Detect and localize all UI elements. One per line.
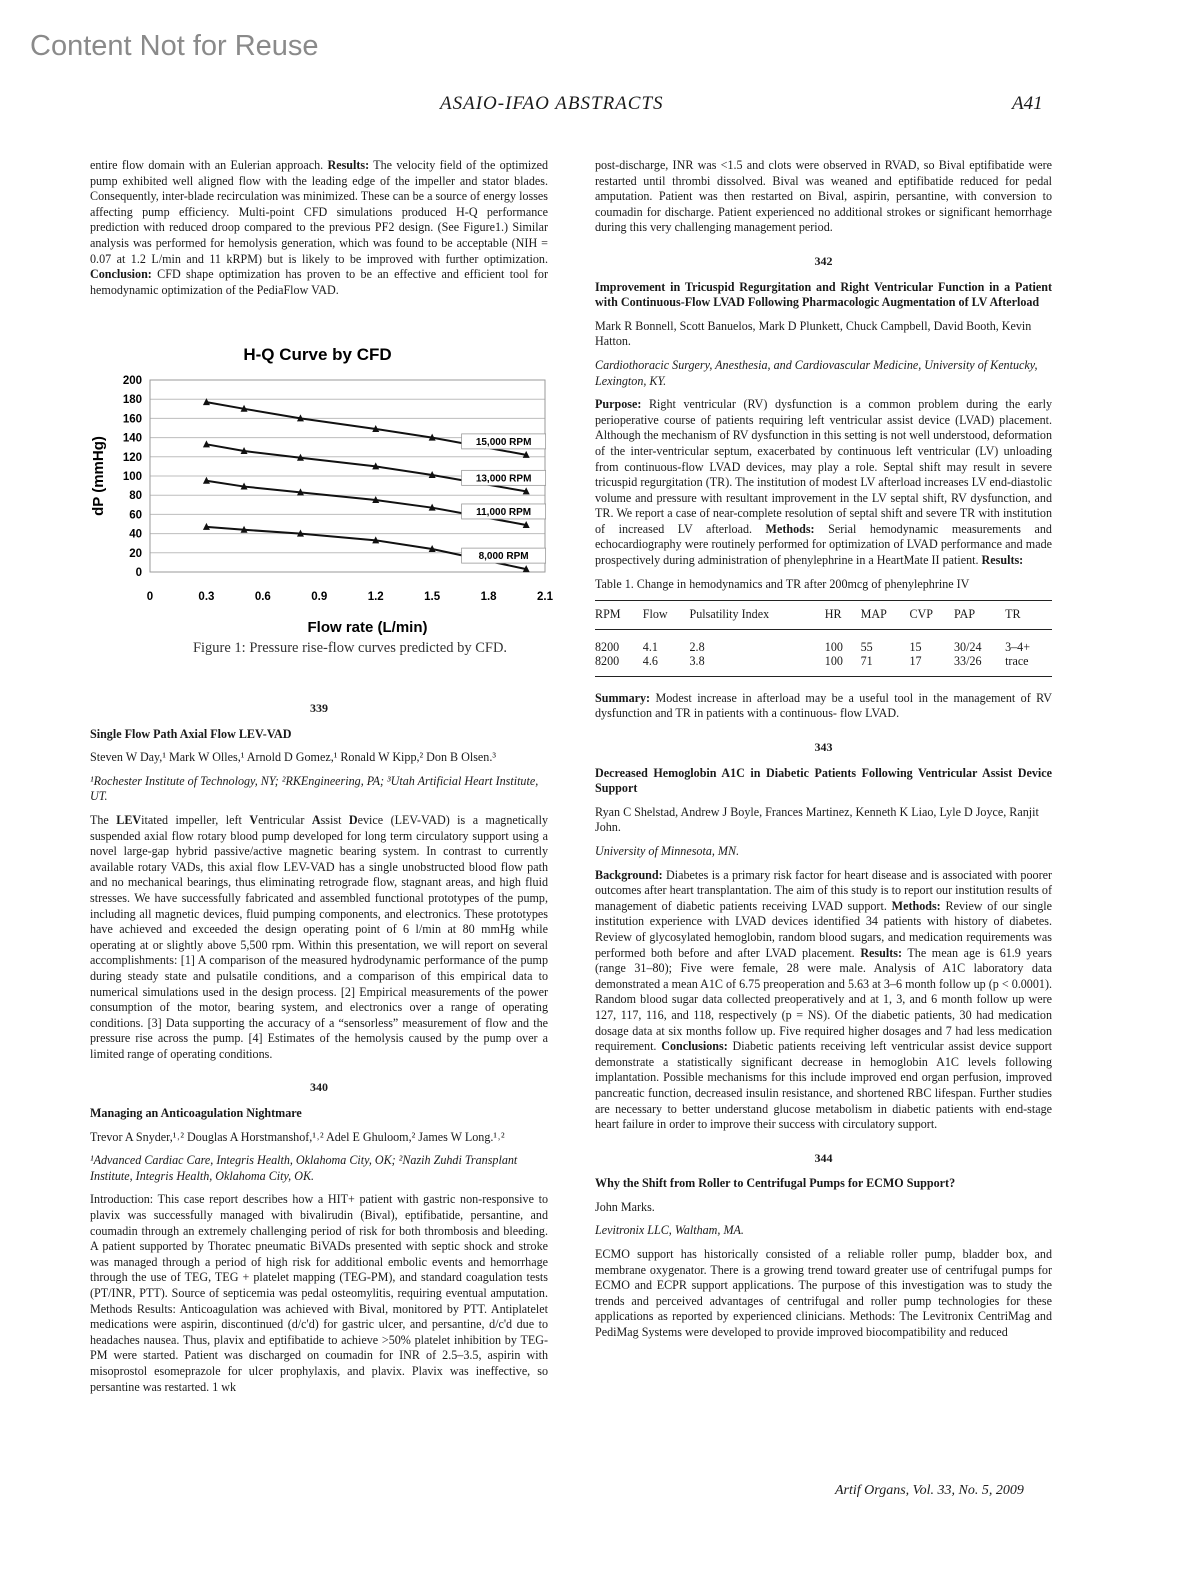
x-tick-label: 0.3	[198, 591, 215, 603]
abstract-authors: John Marks.	[595, 1199, 655, 1214]
abstract-number: 340	[310, 1080, 328, 1095]
running-head: ASAIO-IFAO ABSTRACTS	[440, 93, 664, 114]
abstract-title: Single Flow Path Axial Flow LEV-VAD	[90, 726, 292, 741]
abstract-continuation: post-discharge, INR was <1.5 and clots were observed in RVAD, so Bival eptifibatide were restarted until thrombi dissolved. Bival was weaned and eptifibatide reduced for pedal amputation. Patient was then restarted on Bival, aspirin, persantine, with conversion to coumadin for discharge. Patient experienced no additional strokes or significant hemorrhage during this very challenging management period.	[595, 158, 1052, 235]
chart-title: H-Q Curve by CFD	[243, 345, 392, 364]
table-header: TR	[1005, 601, 1052, 630]
table-header: HR	[825, 601, 861, 630]
abstract-number: 339	[310, 701, 328, 715]
abstract-number: 342	[814, 253, 833, 268]
y-tick-label: 60	[129, 509, 142, 522]
abstract-affiliation: ¹Rochester Institute of Technology, NY; ²RKEngineering, PA; ³Utah Artificial Heart Institute, UT.	[90, 773, 539, 804]
abstract-body: Introduction: This case report describes how a HIT+ patient with gastric non-responsive to plavix was successfully managed with bivalirudin (Bival), eptifibatide, persantine, and coumadin through an extremely challenging period of risk for both thrombosis and bleeding. A patient supported by Thoratec pneumatic BiVADs presented with septic shock and stroke was managed through a period of high risk for additional embolic events and hemorrhage through the use of TEG, TEG + platelet mapping (TEG-PM), and standard coagulation tests (PT/INR, PTT). Source of septicemia was pedal osteomylitis, requiring eventual amputation. Methods Results: Anticoagulation was achieved with Bival, monitored by PTT. Antiplatelet medications were aspirin, discontinued (d/c'd) for gastric ulcer, and persantine, d/c'd due to headaches nausea. Thus, plavix and eptifibatide to achieve >50% platelet inhibition by TEG-PM were started. Patient was discharged on coumadin for INR of 2.5–3.5, aspirin with misoprostol esomeprazole for ulcer prophylaxis, and plavix. Plavix was ineffective, so persantine was restarted. 1 wk	[90, 1192, 548, 1394]
abstract-affiliation: University of Minnesota, MN.	[595, 844, 740, 858]
table-cell: 100	[825, 654, 861, 677]
x-tick-label: 0.6	[254, 591, 271, 603]
table-header: Flow	[643, 601, 690, 630]
table-header-row	[595, 601, 1052, 630]
table-header: CVP	[909, 601, 954, 630]
table-caption: Table 1. Change in hemodynamics and TR after 200mcg of phenylephrine IV	[595, 576, 970, 591]
table-cell: 30/24	[954, 639, 982, 654]
table-cell: 4.1	[642, 639, 658, 654]
y-tick-label: 80	[129, 490, 142, 503]
table-cell: 17	[909, 654, 954, 677]
left-column-bottom	[90, 683, 548, 1403]
table-cell: 100	[824, 639, 843, 654]
table-header: MAP	[861, 601, 910, 630]
hemodynamics-table	[595, 600, 1052, 677]
table-cell: 33/26	[954, 654, 1005, 677]
right-column	[595, 158, 1052, 1349]
abstract-title: Improvement in Tricuspid Regurgitation and Right Ventricular Function in a Patient with Continuous-Flow LVAD Following Pharmacologic Augmentation of LV Afterload	[595, 279, 1052, 310]
series-label: 15,000 RPM	[475, 436, 532, 448]
abstract-title: Decreased Hemoglobin A1C in Diabetic Patients Following Ventricular Assist Device Support	[595, 765, 1052, 796]
table-cell: 8200	[595, 654, 643, 677]
x-tick-label: 1.8	[480, 591, 497, 603]
hq-curve-chart	[85, 340, 555, 665]
x-tick-label: 0.9	[311, 591, 328, 603]
y-tick-label: 0	[135, 567, 142, 579]
abstract-affiliation: Levitronix LLC, Waltham, MA.	[595, 1223, 744, 1238]
abstract-body: ECMO support has historically consisted of a reliable roller pump, bladder box, and membrane oxygenator. There is a growing trend toward greater use of centrifugal pumps for ECMO and ECPR support applications. The purpose of this investigation was to study the trends and perceived advantages of centrifugal and roller pump technologies for these applications as reported by experienced clinicians. Methods: The Levitronix CentriMag and PediMag Systems were developed to provide improved biocompatibility and reduced	[595, 1247, 1052, 1340]
abstract-body: Purpose: Right ventricular (RV) dysfunction is a common problem during the early perioperative course of patients requiring left ventricular assist device (LVAD) placement. Although the mechanism of RV dysfunction in this setting is not well understood, deformation of the inter-ventricular septum, exacerbated by continuous left ventricular (LV) unloading from continuous-flow LVAD devices, may play a role. Septal shift may result in severe tricuspid regurgitation (TR). The institution of modest LV afterload increases LV end-diastolic volume and pressure with resultant improvement in the LV septal shift, RV dysfunction, and TR. We report a case of near-complete resolution of septal shift and severe TR with institution of increased LV afterload. Methods: Serial hemodynamic measurements and echocardiography were routinely performed for optimization of LVAD performance and made prospectively during administration of phenylephrine in a HeartMate II patient. Results:	[595, 397, 1052, 568]
table-row	[595, 654, 1052, 677]
x-tick-label: 2.1	[537, 591, 553, 603]
table-cell: 15	[909, 639, 922, 654]
table-cell: 71	[861, 654, 910, 677]
y-tick-label: 200	[122, 375, 142, 387]
left-column-top	[90, 158, 548, 306]
table-header: RPM	[595, 601, 643, 630]
abstract-body: Background: Diabetes is a primary risk factor for heart disease and is associated with poorer outcomes after heart transplantation. The aim of this study is to report our institution results of management of diabetic patients receiving LVAD support. Methods: Review of our single institution experience with LVAD devices identified 34 patients with history of diabetes. Review of glycosylated hemoglobin, random blood sugars, and medication requirements was performed both before and after LVAD placement. Results: The mean age is 61.9 years (range 31–80); Five were female, 28 were male. Analysis of A1C laboratory data demonstrated a mean A1C of 6.75 preoperation and 5.63 at 3–6 month follow up (p < 0.0001). Random blood sugar data collected preoperatively and at 1, 3, and 6 month follow up were 127, 117, 116, and 118, respectively (p = NS). Of the diabetic patients, 30 had medication dosage data at six months follow up. Five required higher dosages and 7 had less medication requirement. Conclusions: Diabetic patients receiving left ventricular assist device support demonstrate a statistically significant decrease in hemoglobin A1C levels following implantation. Possible mechanisms for this include improved end organ perfusion, improved pancreatic function, decreased insulin resistance, and shortened RBC lifespan. Further studies are necessary to better understand glucose metabolism in diabetic patients with end-stage heart failure in order to improve their success with circulatory support.	[595, 867, 1052, 1132]
table-row	[595, 629, 1052, 654]
figure-caption: Figure 1: Pressure rise-flow curves predicted by CFD.	[192, 640, 508, 656]
abstract-authors: Mark R Bonnell, Scott Banuelos, Mark D Plunkett, Chuck Campbell, David Booth, Kevin Hatton.	[595, 318, 1032, 349]
y-tick-label: 100	[122, 471, 142, 483]
journal-footer: Artif Organs, Vol. 33, No. 5, 2009	[835, 1483, 1024, 1498]
table-header: Pulsatility Index	[690, 601, 825, 630]
y-tick-label: 20	[129, 547, 142, 560]
table-cell: 4.6	[643, 654, 690, 677]
x-tick-label: 1.5	[424, 591, 441, 603]
watermark: Content Not for Reuse	[30, 30, 319, 62]
chart-svg	[85, 340, 555, 640]
abstract-number: 344	[814, 1150, 833, 1165]
table-cell: 2.8	[689, 639, 705, 654]
x-tick-label: 0	[146, 591, 154, 603]
y-axis-label: dP (mmHg)	[90, 436, 107, 516]
abstract-authors: Steven W Day,¹ Mark W Olles,¹ Arnold D Gomez,¹ Ronald W Kipp,² Don B Olsen.³	[90, 750, 496, 765]
series-label: 8,000 RPM	[478, 551, 529, 563]
abstract-authors: Ryan C Shelstad, Andrew J Boyle, Frances Martinez, Kenneth K Liao, Lyle D Joyce, Ranjit John.	[595, 804, 1039, 835]
intro-paragraph: entire flow domain with an Eulerian approach. Results: The velocity field of the optimized pump exhibited well aligned flow with the leading edge of the impeller and stator blades. Consequently, inter-blade recirculation was minimized. These can be a source of energy losses affecting pump efficiency. Multi-point CFD simulations produced H-Q performance prediction with reduced droop compared to the previous PF2 design. (See Figure1.) Similar analysis was performed for hemolysis generation, which was found to be acceptable (NIH = 0.07 at 1.2 L/min and 11 kRPM) but is likely to be improved with further optimization. Conclusion: CFD shape optimization has proven to be an effective and efficient tool for hemodynamic optimization of the PediaFlow VAD.	[90, 158, 549, 297]
abstract-body: The LEVitated impeller, left Ventricular Assist Device (LEV-VAD) is a magnetically suspended axial flow rotary blood pump developed for long term circulatory support using a novel large-gap hybrid passive/active magnetic bearing system. In contrast to currently available rotary VADs, this axial flow LEV-VAD has a single unobstructed blood flow path and no mechanical bearings, thus eliminating retrograde flow, stagnant areas, and high fluid stresses. We have successfully fabricated and assembled functional prototypes of the pump, including all magnetic devices, fluid pumping components, and electronics. These prototypes have achieved and exceeded the design operating point of 6 l/min at 80 mmHg while operating at or slightly above 5,500 rpm. Within this presentation, we will report on several accomplishments: [1] A comparison of the measured hydrodynamic performance of the pump during steady state and pulsatile conditions, and a comparison of this empirical data to numerical simulations used in the design process. [2] Empirical measurements of the power consumption of the motor, bearing system, and electronics over a range of operating conditions. [3] Data supporting the accuracy of a “sensorless” measurement of flow and the pressure rise across the pump. [4] Estimates of the hemolysis caused by the pump over a limited range of operating conditions.	[90, 812, 548, 1061]
table-cell: 3.8	[690, 654, 825, 677]
abstract-title: Managing an Anticoagulation Nightmare	[90, 1106, 302, 1121]
y-tick-label: 140	[122, 432, 142, 445]
y-tick-label: 160	[122, 413, 142, 426]
series-label: 11,000 RPM	[476, 506, 532, 518]
series-label: 13,000 RPM	[475, 473, 532, 485]
abstract-affiliation: Cardiothoracic Surgery, Anesthesia, and Cardiovascular Medicine, University of Kentucky, Lexington, KY.	[595, 357, 1038, 388]
x-tick-label: 1.2	[367, 591, 384, 603]
table-cell: 55	[860, 639, 873, 654]
page-number: A41	[1012, 93, 1043, 114]
y-tick-label: 120	[122, 451, 142, 464]
x-axis-label: Flow rate (L/min)	[307, 619, 428, 636]
abstract-authors: Trevor A Snyder,¹˒² Douglas A Horstmanshof,¹˒² Adel E Ghuloom,² James W Long.¹˒²	[90, 1129, 505, 1144]
abstract-affiliation: ¹Advanced Cardiac Care, Integris Health, Oklahoma City, OK; ²Nazih Zuhdi Transplant Institute, Integris Health, Oklahoma City, OK.	[90, 1153, 518, 1183]
table-cell: trace	[1005, 654, 1052, 677]
y-tick-label: 40	[129, 528, 142, 541]
y-tick-label: 180	[122, 394, 142, 407]
abstract-title: Why the Shift from Roller to Centrifugal Pumps for ECMO Support?	[595, 1176, 956, 1191]
abstract-summary: Summary: Modest increase in afterload may be a useful tool in the management of RV dysfunction and TR in patients with a continuous- flow LVAD.	[595, 690, 1052, 721]
abstract-number: 343	[814, 740, 833, 755]
table-cell: 8200	[595, 639, 620, 654]
table-header: PAP	[954, 601, 1005, 630]
table-cell: 3–4+	[1005, 639, 1031, 654]
